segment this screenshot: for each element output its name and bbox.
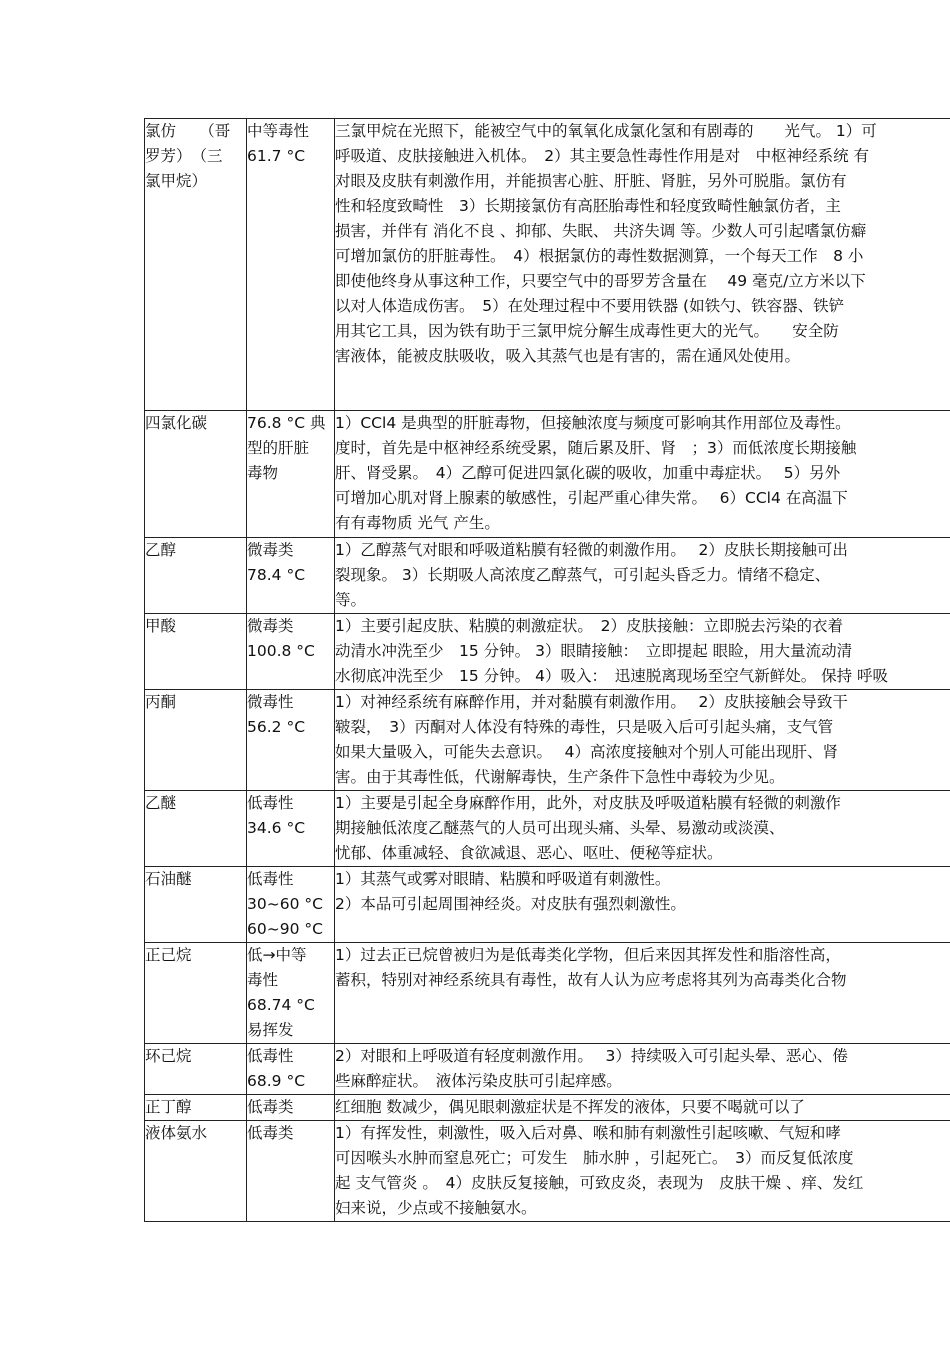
toxicity-cell [247, 791, 335, 867]
cell-line: 1）CCl4 是典型的肝脏毒物，但接触浓度与频度可影响其作用部位及毒性。 [335, 414, 851, 432]
cell-line: 正丁醇 [145, 1098, 192, 1116]
description-cell [335, 411, 950, 538]
table-row [145, 119, 950, 411]
cell-line: 34.6 °C [247, 819, 306, 837]
description-cell [335, 943, 950, 1044]
table-row [145, 690, 950, 791]
cell-line: 毒物 [247, 464, 279, 482]
cell-line: 2）对眼和上呼吸道有轻度刺激作用。 3）持续吸入可引起头晕、恶心、倦 [335, 1047, 848, 1065]
cell-line: 1）乙醇蒸气对眼和呼吸道粘膜有轻微的刺激作用。 2）皮肤长期接触可出 [335, 541, 848, 559]
toxicity-cell [247, 1095, 335, 1121]
cell-line: 石油醚 [145, 870, 192, 888]
table-row [145, 943, 950, 1044]
cell-line: 乙醇 [145, 541, 177, 559]
cell-line: 微毒类 [247, 617, 294, 635]
cell-line: 低毒性 [247, 870, 294, 888]
toxicity-cell [247, 867, 335, 943]
cell-line: 76.8 °C 典 [247, 414, 326, 432]
solvent-toxicity-table [144, 118, 950, 1222]
chemical-name-cell [145, 690, 247, 791]
toxicity-cell [247, 411, 335, 538]
cell-line: 忧郁、体重减轻、食欲减退、恶心、呕吐、便秘等症状。 [335, 844, 723, 862]
toxicity-cell [247, 1044, 335, 1095]
table-row [145, 1095, 950, 1121]
cell-line: 肝、肾受累。 4）乙醇可促进四氯化碳的吸收，加重中毒症状。 5）另外 [335, 464, 841, 482]
toxicity-cell [247, 1121, 335, 1222]
cell-line: 78.4 °C [247, 566, 306, 584]
description-cell [335, 690, 950, 791]
cell-line: 1）其蒸气或雾对眼睛、粘膜和呼吸道有刺激性。 [335, 870, 671, 888]
cell-line: 蓄积，特别对神经系统具有毒性，故有人认为应考虑将其列为高毒类化合物 [335, 971, 847, 989]
cell-line: 有有毒物质 光气 产生。 [335, 514, 500, 532]
cell-line: 皲裂， 3）丙酮对人体没有特殊的毒性，只是吸入后可引起头痛，支气管 [335, 718, 834, 736]
cell-line: 可因喉头水肿而窒息死亡；可发生 肺水肿 ，引起死亡。 3）而反复低浓度 [335, 1149, 854, 1167]
cell-line: 损害，并伴有 消化不良 、抑郁、失眠、 共济失调 等。少数人可引起嗜氯仿癖 [335, 222, 867, 240]
cell-line: 环己烷 [145, 1047, 192, 1065]
chemical-name-cell [145, 538, 247, 614]
cell-line: 即使他终身从事这种工作，只要空气中的哥罗芳含量在 49 毫克/立方米以下 [335, 272, 866, 290]
description-cell [335, 1095, 950, 1121]
chemical-name-cell [145, 943, 247, 1044]
table-row [145, 791, 950, 867]
cell-line: 56.2 °C [247, 718, 306, 736]
cell-line: 1）过去正已烷曾被归为是低毒类化学物，但后来因其挥发性和脂溶性高， [335, 946, 841, 964]
description-cell [335, 614, 950, 690]
cell-line: 易挥发 [247, 1021, 294, 1039]
cell-line: 可增加心肌对肾上腺素的敏感性，引起严重心律失常。 6）CCl4 在高温下 [335, 489, 848, 507]
cell-line: 型的肝脏 [247, 439, 310, 457]
cell-line: 可增加氯仿的肝脏毒性。 4）根据氯仿的毒性数据测算，一个每天工作 8 小 [335, 247, 864, 265]
table-body [145, 119, 950, 1222]
chemical-name-cell [145, 1121, 247, 1222]
cell-line: 以对人体造成伤害。 5）在处理过程中不要用铁器 (如铁勺、铁容器、铁铲 [335, 297, 845, 315]
cell-line: 动清水冲洗至少 15 分钟。 3）眼睛接触： 立即提起 眼睑，用大量流动清 [335, 642, 853, 660]
cell-line: 正己烷 [145, 946, 192, 964]
cell-line: 四氯化碳 [145, 414, 208, 432]
cell-line: 丙酮 [145, 693, 177, 711]
cell-line: 微毒类 [247, 541, 294, 559]
description-cell [335, 1044, 950, 1095]
cell-line: 性和轻度致畸性 3）长期接氯仿有高胚胎毒性和轻度致畸性触氯仿者，主 [335, 197, 841, 215]
cell-line: 呼吸道、皮肤接触进入机体。 2）其主要急性毒性作用是对 中枢神经系统 有 [335, 147, 870, 165]
cell-line: 起 支气管炎 。 4）皮肤反复接触，可致皮炎，表现为 皮肤干燥 、痒、发红 [335, 1174, 864, 1192]
cell-line: 些麻醉症状。 液体污染皮肤可引起痒感。 [335, 1072, 622, 1090]
cell-line: 红细胞 数减少，偶见眼刺激症状是不挥发的液体，只要不喝就可以了 [335, 1098, 805, 1116]
toxicity-cell [247, 614, 335, 690]
cell-line: 低毒类 [247, 1124, 294, 1142]
cell-line: 害。由于其毒性低，代谢解毒快，生产条件下急性中毒较为少见。 [335, 768, 785, 786]
cell-line: 用其它工具，因为铁有助于三氯甲烷分解生成毒性更大的光气。 安全防 [335, 322, 839, 340]
chemical-name-cell [145, 1095, 247, 1121]
toxicity-cell [247, 690, 335, 791]
chemical-name-cell [145, 1044, 247, 1095]
table-row [145, 1121, 950, 1222]
cell-line: 如果大量吸入，可能失去意识。 4）高浓度接触对个别人可能出现肝、肾 [335, 743, 839, 761]
cell-line: 100.8 °C [247, 642, 315, 660]
cell-line: 68.9 °C [247, 1072, 306, 1090]
description-cell [335, 1121, 950, 1222]
cell-line: 低毒性 [247, 794, 294, 812]
cell-line: 30~60 °C [247, 895, 323, 913]
cell-line: 低毒性 [247, 1047, 294, 1065]
chemical-name-cell [145, 119, 247, 411]
cell-line: 1）有挥发性，刺激性，吸入后对鼻、喉和肺有刺激性引起咳嗽、气短和哮 [335, 1124, 841, 1142]
chemical-name-cell [145, 614, 247, 690]
cell-line: 氯甲烷） [145, 172, 208, 190]
description-cell [335, 538, 950, 614]
cell-line: 妇来说，少点或不接触氨水。 [335, 1199, 537, 1217]
table-row [145, 614, 950, 690]
cell-line: 等。 [335, 591, 367, 609]
cell-line: 甲酸 [145, 617, 177, 635]
cell-line: 60~90 °C [247, 920, 323, 938]
chemical-name-cell [145, 411, 247, 538]
cell-line: 裂现象。 3）长期吸人高浓度乙醇蒸气，可引起头昏乏力。情绪不稳定、 [335, 566, 831, 584]
cell-line: 1）主要引起皮肤、粘膜的刺激症状。 2）皮肤接触：立即脱去污染的衣着 [335, 617, 843, 635]
cell-line: 期接触低浓度乙醚蒸气的人员可出现头痛、头晕、易激动或淡漠、 [335, 819, 785, 837]
table-row [145, 1044, 950, 1095]
toxicity-cell [247, 538, 335, 614]
description-cell [335, 867, 950, 943]
toxicity-cell [247, 943, 335, 1044]
description-cell [335, 119, 950, 411]
description-cell [335, 791, 950, 867]
table-row [145, 411, 950, 538]
cell-line: 毒性 [247, 971, 279, 989]
cell-line: 乙醚 [145, 794, 177, 812]
chemical-name-cell [145, 791, 247, 867]
chemical-name-cell [145, 867, 247, 943]
cell-line: 低→中等 [247, 946, 307, 964]
cell-line: 罗芳） （三 [145, 147, 223, 165]
cell-line: 液体氨水 [145, 1124, 208, 1142]
cell-line: 氯仿 （哥 [145, 122, 231, 140]
cell-line: 度时，首先是中枢神经系统受累，随后累及肝、肾 ；3）而低浓度长期接触 [335, 439, 857, 457]
cell-line: 2）本品可引起周围神经炎。对皮肤有强烈刺激性。 [335, 895, 686, 913]
toxicity-cell [247, 119, 335, 411]
table-row [145, 867, 950, 943]
cell-line: 68.74 °C [247, 996, 315, 1014]
cell-line: 微毒性 [247, 693, 294, 711]
cell-line: 对眼及皮肤有刺激作用，并能损害心脏、肝脏、肾脏，另外可脱脂。氯仿有 [335, 172, 847, 190]
cell-line: 61.7 °C [247, 147, 306, 165]
cell-line: 1）对神经系统有麻醉作用，并对黏膜有刺激作用。 2）皮肤接触会导致干 [335, 693, 848, 711]
cell-line: 害液体，能被皮肤吸收，吸入其蒸气也是有害的，需在通风处使用。 [335, 347, 801, 365]
cell-line: 中等毒性 [247, 122, 310, 140]
cell-line: 1）主要是引起全身麻醉作用，此外，对皮肤及呼吸道粘膜有轻微的刺激作 [335, 794, 841, 812]
cell-line: 水彻底冲洗至少 15 分钟。 4）吸入： 迅速脱离现场至空气新鲜处。 保持 呼吸 [335, 667, 889, 685]
cell-line: 三氯甲烷在光照下，能被空气中的氧氧化成氯化氢和有剧毒的 光气。 1）可 [335, 122, 877, 140]
table-row [145, 538, 950, 614]
cell-line: 低毒类 [247, 1098, 294, 1116]
